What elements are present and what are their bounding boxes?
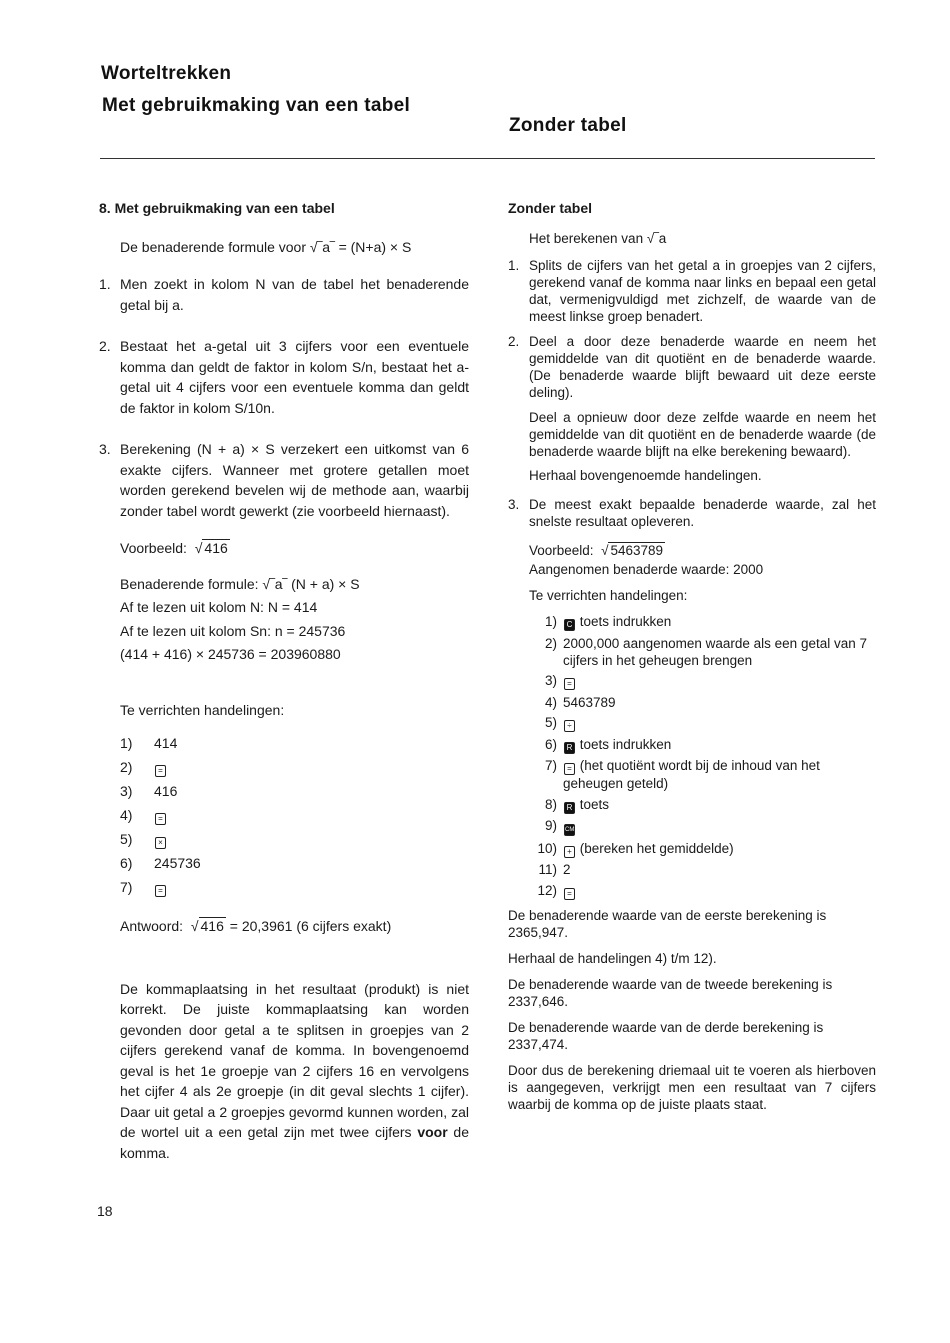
- item-continuation: Herhaal bovengenoemde handelingen.: [529, 468, 762, 483]
- step-number: 5): [544, 715, 557, 730]
- list-item: [508, 333, 876, 401]
- item-number: 2.: [508, 334, 520, 349]
- step-text: toets indrukken: [579, 736, 672, 752]
- closing-text-end: de komma.: [120, 1124, 469, 1161]
- step: [529, 613, 876, 631]
- step: [529, 796, 876, 814]
- calculator-key-icon: R: [564, 802, 575, 814]
- step-text: (het quotiënt wordt bij de inhoud van het geheugen geteld): [563, 758, 820, 791]
- item-number: 3.: [99, 441, 111, 457]
- step: [529, 882, 876, 900]
- item-number: 1.: [99, 276, 111, 292]
- right-column: [508, 198, 876, 1113]
- step: [529, 672, 876, 690]
- step: [529, 694, 876, 711]
- step-number: 3): [120, 783, 133, 799]
- step-number: 1): [120, 735, 133, 751]
- step-number: 4): [120, 807, 133, 823]
- item-number: 1.: [508, 258, 520, 273]
- section-title: Zonder tabel: [508, 200, 593, 216]
- calc-line: (414 + 416) × 245736 = 203960880: [120, 646, 341, 662]
- example-label: Voorbeeld:: [120, 540, 187, 556]
- calc-line: Benaderende formule: √‾a‾ (N + a) × S: [120, 575, 360, 592]
- list-item: [99, 274, 469, 315]
- divider-rule: [100, 158, 875, 159]
- equals-key-icon: =: [155, 765, 166, 777]
- step: [120, 731, 469, 755]
- calc-line: Af te lezen uit kolom Sn: n = 245736: [120, 622, 346, 639]
- intro: Het berekenen van √‾a: [529, 231, 667, 246]
- step-number: 6): [120, 855, 133, 871]
- actions-title: Te verrichten handelingen:: [529, 588, 688, 603]
- step-text: 414: [154, 735, 178, 751]
- multiply-key-icon: ×: [155, 837, 166, 849]
- step: [120, 875, 469, 899]
- result-text: De benaderende waarde van de derde berekening is 2337,474.: [508, 1019, 824, 1052]
- page-title: Worteltrekken: [101, 63, 232, 84]
- item-text: Berekening (N + a) × S verzekert een uitkomst van 6 exakte cijfers. Wanneer met grotere getallen moet worden gerekend bevelen wij de methode aan, waarbij zonder tabel wordt gewerkt (zie voorbeeld hiernaast).: [120, 441, 469, 519]
- calculator-key-icon: C: [564, 619, 575, 631]
- step: [529, 757, 876, 792]
- example-line: Voorbeeld: √ 416: [120, 540, 228, 556]
- example-line: Voorbeeld: √ 5463789: [529, 543, 664, 558]
- step-number: 10): [537, 840, 557, 856]
- calculator-key-icon: =: [564, 763, 575, 775]
- step-number: 6): [544, 736, 557, 752]
- left-heading: Met gebruikmaking van een tabel: [102, 95, 411, 116]
- page-number: 18: [97, 1203, 113, 1219]
- calculator-key-icon: R: [564, 742, 575, 754]
- answer-root: 416: [200, 918, 224, 934]
- item-number: 2.: [99, 338, 111, 354]
- step: [529, 736, 876, 754]
- step: [529, 635, 876, 669]
- step-text: 2000,000 aangenomen waarde als een getal van 7 cijfers in het geheugen brengen: [563, 635, 867, 668]
- step-number: 9): [544, 818, 557, 833]
- result-text: Herhaal de handelingen 4) t/m 12).: [508, 950, 717, 966]
- step-number: 8): [544, 796, 557, 812]
- list-item: [508, 496, 876, 530]
- list-item: [99, 336, 469, 418]
- step-number: 7): [120, 879, 133, 895]
- left-column: [99, 198, 469, 1163]
- answer-label: Antwoord:: [120, 918, 184, 934]
- equals-key-icon: =: [155, 813, 166, 825]
- step-text: toets: [579, 796, 610, 812]
- assumed-value: Aangenomen benaderde waarde: 2000: [529, 562, 764, 577]
- results-block: [508, 907, 876, 1113]
- section-title: 8. Met gebruikmaking van een tabel: [99, 200, 335, 216]
- example-value: 5463789: [610, 543, 664, 558]
- step-number: 7): [544, 758, 557, 773]
- step-number: 1): [544, 614, 557, 629]
- step-number: 2): [120, 759, 133, 775]
- closing-paragraph: [99, 979, 469, 1164]
- step: [529, 817, 876, 836]
- formula-intro: De benaderende formule voor √‾a‾ = (N+a) × S: [120, 238, 412, 255]
- calculator-key-icon: CM: [564, 824, 575, 836]
- calculator-key-icon: =: [564, 888, 575, 900]
- actions-title: Te verrichten handelingen:: [120, 701, 285, 718]
- step-text: 2: [563, 862, 571, 877]
- item-text: Splits de cijfers van het getal a in groepjes van 2 cijfers, gerekend vanaf de komma naar links en bepaal een getal dat, vermenigvuldigd met zichzelf, de waarde van de meest linkse groep benadert.: [529, 258, 876, 324]
- steps-list: [508, 613, 876, 900]
- step-text: 245736: [154, 855, 201, 871]
- result-text: De benaderende waarde van de eerste berekening is 2365,947.: [508, 907, 827, 940]
- step: [120, 827, 469, 851]
- example-label: Voorbeeld:: [529, 543, 594, 558]
- answer-value: = 20,3961 (6 cijfers exakt): [229, 918, 392, 934]
- step: [529, 861, 876, 878]
- item-text: De meest exakt bepaalde benaderde waarde, zal het snelste resultaat opleveren.: [529, 497, 876, 529]
- calculator-key-icon: +: [564, 846, 575, 858]
- equals-key-icon: =: [155, 885, 166, 897]
- closing-text: De kommaplaatsing in het resultaat (produkt) is niet korrekt. De juiste kommaplaatsing kan worden gevonden door getal a te splitsen in groepjes van 2 cijfers gerekend vanaf de komma. In bovengenoemd geval is het 1e groepje van 2 cijfers 16 en vervolgens het cijfer 4 als 2e groepje (in dit geval slechts 1 cijfer). Daar uit getal a 2 groepjes gevormd kunnen worden, zal de wortel uit a een getal zijn met twee cijfers: [120, 980, 469, 1140]
- answer-line: Antwoord: √ 416 = 20,3961 (6 cijfers exakt): [120, 918, 392, 934]
- calculator-key-icon: ÷: [564, 720, 575, 732]
- steps-list: [99, 731, 469, 899]
- step-text: 5463789: [563, 694, 616, 710]
- item-text: Bestaat het a-getal uit 3 cijfers voor een eventuele komma dan geldt de faktor in kolom S/n, bestaat het a-getal uit 4 cijfers voor een eventuele komma dan geldt de faktor in kolom S/10n.: [120, 338, 469, 416]
- item-continuation: Deel a opnieuw door deze zelfde waarde en neem het gemiddelde van dit quotiënt en de benaderde waarde (de benaderde waarde blijft na elke berekening bewaard).: [529, 410, 876, 459]
- calc-line: Af te lezen uit kolom N: N = 414: [120, 599, 318, 615]
- step: [120, 851, 469, 875]
- step-number: 4): [544, 694, 557, 710]
- example-value: 416: [204, 540, 228, 556]
- list-item: [99, 439, 469, 521]
- list-item: [508, 257, 876, 325]
- step-text: toets indrukken: [579, 614, 672, 629]
- step-number: 3): [544, 673, 557, 688]
- step-number: 2): [544, 635, 557, 651]
- calc-block: [99, 573, 469, 667]
- step-text: (bereken het gemiddelde): [579, 840, 734, 856]
- step: [120, 779, 469, 803]
- step: [120, 755, 469, 779]
- right-heading: Zonder tabel: [509, 115, 627, 136]
- step: [529, 714, 876, 732]
- result-text: Door dus de berekening driemaal uit te voeren als hierboven is aangegeven, verkrijgt men een resultaat van 7 cijfers waarbij de komma op de juiste plaats staat.: [508, 1062, 876, 1112]
- result-text: De benaderende waarde van de tweede berekening is 2337,646.: [508, 976, 833, 1009]
- step-number: 11): [538, 862, 557, 877]
- step: [120, 803, 469, 827]
- closing-bold: voor: [417, 1124, 448, 1140]
- step-text: 416: [154, 783, 178, 799]
- step-number: 5): [120, 831, 133, 847]
- item-text: Deel a door deze benaderde waarde en neem het gemiddelde van dit quotiënt en de benaderde waarde. (De benaderde waarde blijft bewaard uit deze eerste deling).: [529, 334, 876, 400]
- item-text: Men zoekt in kolom N van de tabel het benaderende getal bij a.: [120, 276, 469, 313]
- step: [529, 840, 876, 858]
- calculator-key-icon: =: [564, 678, 575, 690]
- step-number: 12): [537, 882, 557, 898]
- item-number: 3.: [508, 497, 520, 512]
